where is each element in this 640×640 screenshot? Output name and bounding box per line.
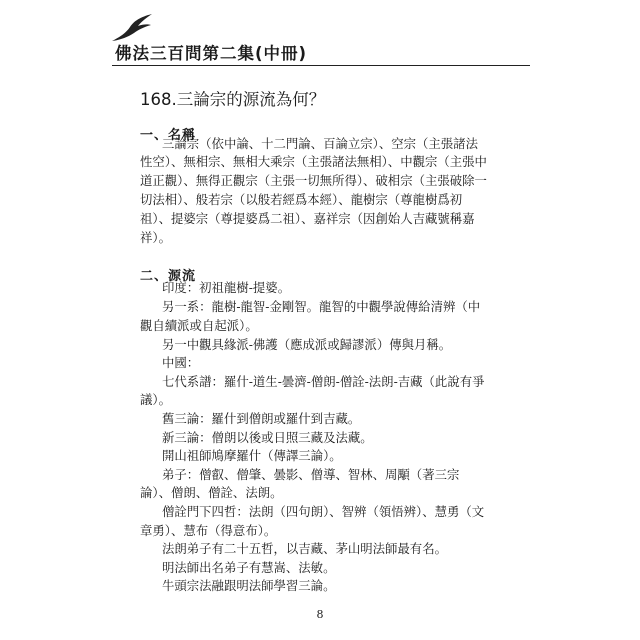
body-line: 中國： (162, 355, 200, 370)
body-line: 切法相）、般若宗（以般若經爲本經）、龍樹宗（尊龍樹爲初 (140, 192, 463, 207)
bird-logo-icon (110, 13, 154, 43)
body-line: 性空）、無相宗、無相大乘宗（主張諸法無相）、中觀宗（主張中 (140, 154, 487, 169)
body-line: 法朗弟子有二十五哲，以吉藏、茅山明法師最有名。 (162, 541, 447, 556)
book-title: 佛法三百問第二集(中冊) (115, 44, 308, 63)
page-number: 8 (316, 608, 324, 621)
body-line: 明法師出名弟子有慧嵩、法敏。 (162, 560, 336, 575)
body-line: 印度：初祖龍樹-提婆。 (162, 280, 291, 295)
body-line: 三論宗（依中論、十二門論、百論立宗）、空宗（主張諸法 (162, 136, 478, 151)
body-line: 新三論：僧朗以後或日照三藏及法藏。 (162, 430, 373, 445)
body-line: 另一中觀具緣派-佛護（應成派或歸謬派）傳與月稱。 (162, 337, 452, 352)
body-line: 議）。 (140, 392, 171, 407)
body-line: 論）、僧朗、僧詮、法朗。 (140, 485, 283, 500)
body-line: 章勇）、慧布（得意布）。 (140, 523, 277, 538)
body-line: 牛頭宗法融跟明法師學習三論。 (162, 578, 336, 593)
body-line: 另一系：龍樹-龍智-金剛智。龍智的中觀學說傳給清辨（中 (162, 299, 481, 314)
header-divider (112, 65, 530, 66)
body-line: 祥）。 (140, 230, 171, 245)
body-line: 舊三論：羅什到僧朗或羅什到吉藏。 (162, 411, 361, 426)
body-line: 祖）、提婆宗（尊提婆爲二祖）、嘉祥宗（因創始人吉藏號稱嘉 (140, 211, 475, 226)
body-line: 道正觀）、無得正觀宗（主張一切無所得）、破相宗（主張破除一 (140, 173, 487, 188)
body-line: 開山祖師鳩摩羅什（傳譯三論）。 (162, 448, 342, 463)
body-line: 僧詮門下四哲：法朗（四句朗）、智辨（領悟辨）、慧勇（文 (162, 504, 485, 519)
body-line: 觀自續派或自起派）。 (140, 318, 258, 333)
section-heading-names: 一、名稱 (140, 128, 197, 143)
body-line: 弟子：僧叡、僧肇、曇影、僧導、智林、周顒（著三宗 (162, 467, 460, 482)
question-title: 168.三論宗的源流為何？ (140, 90, 326, 109)
body-line: 七代系譜：羅什-道生-曇濟-僧朗-僧詮-法朗-吉藏（此說有爭 (162, 374, 485, 389)
section-heading-origin: 二、源流 (140, 269, 197, 284)
